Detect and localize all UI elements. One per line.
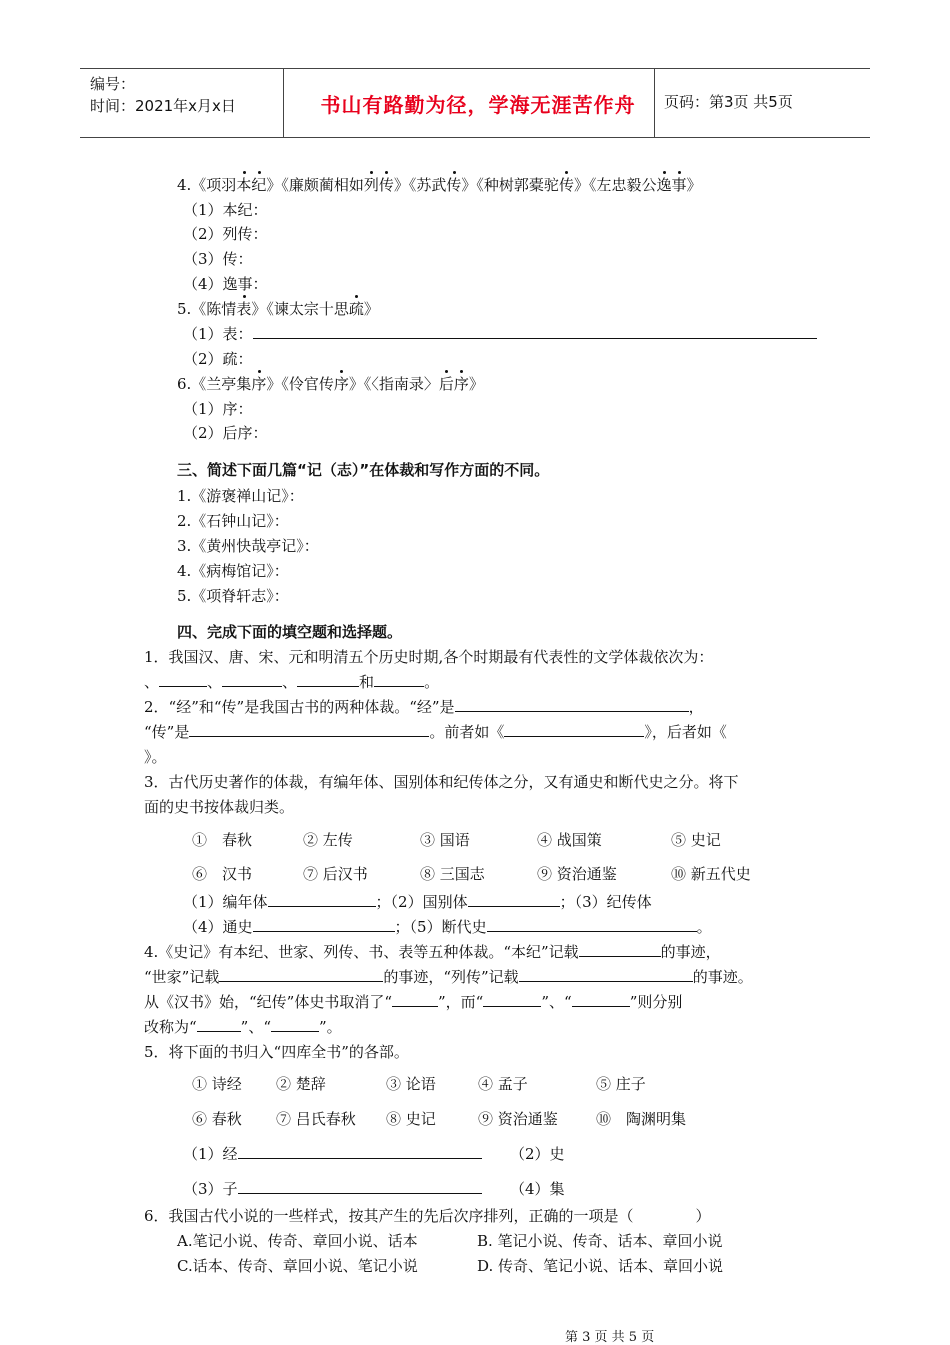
fill-line: （4）集 bbox=[510, 1180, 565, 1198]
question-title: 5.《陈情表》《谏太宗十思疏》 bbox=[177, 300, 379, 318]
choice-option-b[interactable]: B. 笔记小说、传奇、话本、章回小说 bbox=[477, 1232, 723, 1250]
answer-blank[interactable] bbox=[374, 672, 424, 687]
answer-blank[interactable] bbox=[572, 992, 630, 1007]
fill-line: 、 、 、 和 。 bbox=[144, 673, 440, 691]
answer-item: （1）表： bbox=[183, 323, 817, 344]
option-item: ⑧ 史记 bbox=[386, 1110, 436, 1128]
option-item: ① 诗经 bbox=[192, 1075, 242, 1093]
answer-blank[interactable] bbox=[504, 722, 644, 737]
answer-blank[interactable] bbox=[238, 1179, 482, 1194]
answer-blank[interactable] bbox=[268, 892, 376, 907]
option-item: ⑥ 汉书 bbox=[192, 865, 253, 883]
answer-blank[interactable] bbox=[455, 697, 689, 712]
option-item: ④ 孟子 bbox=[478, 1075, 528, 1093]
question-text: 3．古代历史著作的体裁，有编年体、国别体和纪传体之分，又有通史和断代史之分。将下 bbox=[144, 773, 739, 791]
answer-item: （4）逸事： bbox=[183, 275, 268, 293]
option-item: ① 春秋 bbox=[192, 831, 253, 849]
option-item: ⑦ 后汉书 bbox=[303, 865, 368, 883]
fill-line: （1）经 bbox=[183, 1143, 482, 1164]
answer-blank[interactable] bbox=[483, 992, 541, 1007]
question-text: “世家”记载 的事迹，“列传”记载 的事迹。 bbox=[144, 968, 753, 986]
header-divider bbox=[283, 69, 284, 137]
option-item: ③ 论语 bbox=[386, 1075, 436, 1093]
question-text: 1．我国汉、唐、宋、元和明清五个历史时期,各个时期最有代表性的文学体裁依次为： bbox=[144, 648, 714, 666]
answer-blank[interactable] bbox=[297, 672, 359, 687]
question-text: “传”是 。前者如《 》，后者如《 bbox=[144, 723, 727, 741]
answer-blank[interactable] bbox=[253, 324, 817, 339]
answer-item: （2）疏： bbox=[183, 350, 253, 368]
option-item: ⑩ 陶渊明集 bbox=[596, 1110, 687, 1128]
question-text: 6．我国古代小说的一些样式，按其产生的先后次序排列，正确的一项是（ ） bbox=[144, 1207, 711, 1225]
answer-blank[interactable] bbox=[159, 672, 207, 687]
answer-item: （1）序： bbox=[183, 400, 253, 418]
answer-blank[interactable] bbox=[579, 942, 661, 957]
page-header bbox=[80, 68, 870, 138]
list-item: 4.《病梅馆记》： bbox=[177, 562, 289, 580]
header-meta bbox=[90, 73, 236, 117]
fill-line: （3）子 bbox=[183, 1178, 482, 1199]
option-item: ⑨ 资治通鉴 bbox=[537, 865, 617, 883]
question-text: 5．将下面的书归入“四库全书”的各部。 bbox=[144, 1043, 409, 1061]
question-text: 改称为“ ”、“ ”。 bbox=[144, 1018, 342, 1036]
answer-blank[interactable] bbox=[468, 892, 560, 907]
fill-line: （4）通史 ；（5）断代史 。 bbox=[183, 918, 712, 936]
section-heading: 三、简述下面几篇“记（志）”在体裁和写作方面的不同。 bbox=[177, 461, 550, 479]
date-label: 时间：2021年x月x日 bbox=[90, 97, 236, 115]
header-page-number: 页码：第3页 共5页 bbox=[664, 93, 793, 111]
question-title: 4.《项羽本纪》《廉颇蔺相如列传》《苏武传》《种树郭橐驼传》《左忠毅公逸事》 bbox=[177, 176, 702, 194]
option-item: ⑧ 三国志 bbox=[420, 865, 485, 883]
option-item: ⑥ 春秋 bbox=[192, 1110, 242, 1128]
answer-blank[interactable] bbox=[222, 672, 282, 687]
question-text: 2．“经”和“传”是我国古书的两种体裁。“经”是 ， bbox=[144, 698, 704, 716]
option-item: ④ 战国策 bbox=[537, 831, 602, 849]
section-heading: 四、完成下面的填空题和选择题。 bbox=[177, 623, 403, 641]
answer-item: （3）传： bbox=[183, 250, 253, 268]
answer-item: （1）本纪： bbox=[183, 201, 268, 219]
answer-blank[interactable] bbox=[189, 722, 429, 737]
answer-item: （2）列传： bbox=[183, 225, 268, 243]
choice-option-a[interactable]: A.笔记小说、传奇、章回小说、话本 bbox=[177, 1232, 418, 1250]
choice-option-c[interactable]: C.话本、传奇、章回小说、笔记小说 bbox=[177, 1257, 418, 1275]
answer-blank[interactable] bbox=[219, 967, 383, 982]
option-item: ③ 国语 bbox=[420, 831, 470, 849]
list-item: 2.《石钟山记》： bbox=[177, 512, 289, 530]
fill-line: （1）编年体 ；（2）国别体 ；（3）纪传体 bbox=[183, 893, 652, 911]
choice-option-d[interactable]: D. 传奇、笔记小说、话本、章回小说 bbox=[477, 1257, 724, 1275]
serial-label: 编号： bbox=[90, 75, 136, 93]
option-item: ⑤ 庄子 bbox=[596, 1075, 646, 1093]
list-item: 3.《黄州快哉亭记》： bbox=[177, 537, 319, 555]
answer-blank[interactable] bbox=[238, 1144, 482, 1159]
question-text: 4.《史记》有本纪、世家、列传、书、表等五种体裁。“本纪”记载 的事迹， bbox=[144, 943, 721, 961]
footer-page-number: 第 3 页 共 5 页 bbox=[565, 1330, 655, 1345]
option-item: ⑩ 新五代史 bbox=[671, 865, 751, 883]
option-item: ② 左传 bbox=[303, 831, 353, 849]
answer-blank[interactable] bbox=[487, 917, 697, 932]
list-item: 5.《项脊轩志》： bbox=[177, 587, 289, 605]
option-item: ⑦ 吕氏春秋 bbox=[276, 1110, 356, 1128]
answer-blank[interactable] bbox=[271, 1017, 319, 1032]
answer-blank[interactable] bbox=[519, 967, 693, 982]
header-motto: 书山有路勤为径，学海无涯苦作舟 bbox=[320, 93, 636, 117]
list-item: 1.《游褒禅山记》： bbox=[177, 487, 304, 505]
question-text: 面的史书按体裁归类。 bbox=[144, 798, 295, 816]
option-item: ② 楚辞 bbox=[276, 1075, 326, 1093]
option-item: ⑤ 史记 bbox=[671, 831, 721, 849]
answer-item: （2）后序： bbox=[183, 424, 268, 442]
answer-blank[interactable] bbox=[392, 992, 438, 1007]
question-text: 从《汉书》始，“纪传”体史书取消了“ ”，而“ ”、“ ”则分别 bbox=[144, 993, 683, 1011]
option-item: ⑨ 资治通鉴 bbox=[478, 1110, 558, 1128]
question-title: 6.《兰亭集序》《伶官传序》《〈指南录〉后序》 bbox=[177, 375, 484, 393]
header-divider bbox=[654, 69, 655, 137]
answer-blank[interactable] bbox=[253, 917, 395, 932]
fill-line: （2）史 bbox=[510, 1145, 565, 1163]
answer-blank[interactable] bbox=[197, 1017, 241, 1032]
question-text: 》。 bbox=[144, 748, 167, 766]
